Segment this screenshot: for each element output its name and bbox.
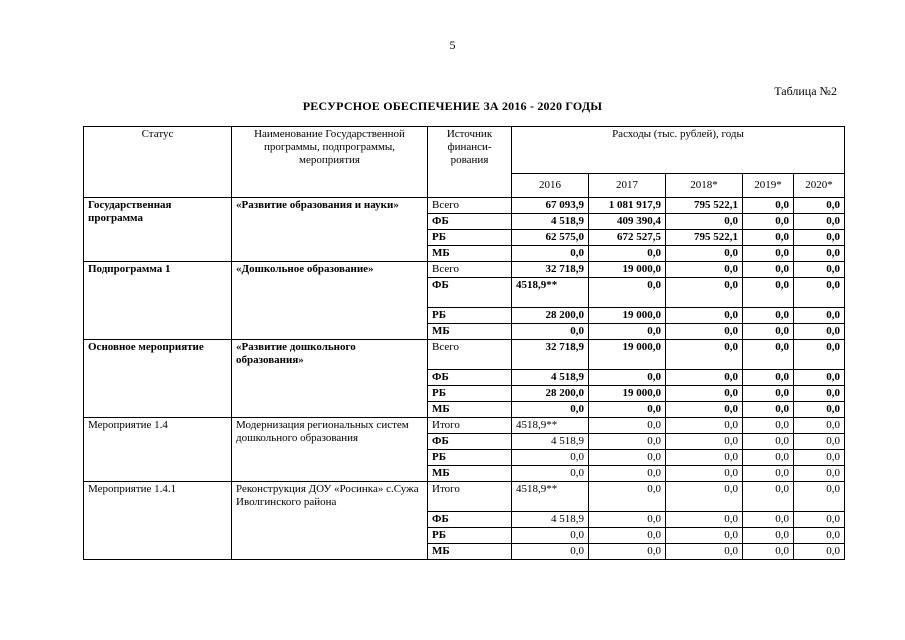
value-cell: 0,0 bbox=[512, 402, 589, 418]
value-cell: 0,0 bbox=[794, 214, 845, 230]
name-cell: «Развитие дошкольного образования» bbox=[232, 340, 428, 418]
source-cell: РБ bbox=[428, 386, 512, 402]
value-cell: 0,0 bbox=[666, 402, 743, 418]
status-cell: Подпрограмма 1 bbox=[84, 262, 232, 340]
source-cell: МБ bbox=[428, 246, 512, 262]
value-cell: 0,0 bbox=[589, 402, 666, 418]
value-cell: 0,0 bbox=[666, 214, 743, 230]
document-title: РЕСУРСНОЕ ОБЕСПЕЧЕНИЕ ЗА 2016 - 2020 ГОДЫ bbox=[302, 99, 603, 113]
value-cell: 0,0 bbox=[512, 466, 589, 482]
value-cell: 0,0 bbox=[743, 308, 794, 324]
source-cell: МБ bbox=[428, 544, 512, 560]
value-cell: 0,0 bbox=[666, 340, 743, 370]
value-cell: 19 000,0 bbox=[589, 340, 666, 370]
source-cell: Всего bbox=[428, 198, 512, 214]
source-cell: Итого bbox=[428, 418, 512, 434]
value-cell: 0,0 bbox=[589, 544, 666, 560]
value-cell: 0,0 bbox=[794, 198, 845, 214]
table-row bbox=[84, 482, 845, 512]
value-cell: 0,0 bbox=[794, 450, 845, 466]
value-cell: 19 000,0 bbox=[589, 308, 666, 324]
value-cell: 0,0 bbox=[666, 528, 743, 544]
value-cell: 0,0 bbox=[589, 466, 666, 482]
value-cell: 4518,9** bbox=[512, 418, 589, 434]
value-cell: 0,0 bbox=[666, 246, 743, 262]
status-cell: Мероприятие 1.4.1 bbox=[84, 482, 232, 560]
value-cell: 0,0 bbox=[794, 340, 845, 370]
source-cell: ФБ bbox=[428, 512, 512, 528]
status-cell: Государственная программа bbox=[84, 198, 232, 262]
value-cell: 0,0 bbox=[794, 370, 845, 386]
resource-table bbox=[83, 126, 845, 560]
header-year: 2019* bbox=[743, 174, 794, 198]
value-cell: 0,0 bbox=[512, 544, 589, 560]
header-expenses: Расходы (тыс. рублей), годы bbox=[512, 127, 845, 174]
value-cell: 0,0 bbox=[666, 482, 743, 512]
value-cell: 4 518,9 bbox=[512, 434, 589, 450]
value-cell: 0,0 bbox=[589, 512, 666, 528]
value-cell: 0,0 bbox=[589, 482, 666, 512]
value-cell: 0,0 bbox=[794, 402, 845, 418]
value-cell: 0,0 bbox=[794, 512, 845, 528]
status-cell: Мероприятие 1.4 bbox=[84, 418, 232, 482]
value-cell: 0,0 bbox=[794, 278, 845, 308]
name-cell: «Дошкольное образование» bbox=[232, 262, 428, 340]
value-cell: 0,0 bbox=[589, 450, 666, 466]
value-cell: 0,0 bbox=[512, 324, 589, 340]
header-status: Статус bbox=[84, 127, 232, 198]
header-year: 2016 bbox=[512, 174, 589, 198]
value-cell: 0,0 bbox=[512, 246, 589, 262]
value-cell: 0,0 bbox=[743, 340, 794, 370]
table-row bbox=[84, 198, 845, 214]
value-cell: 4518,9** bbox=[512, 482, 589, 512]
value-cell: 0,0 bbox=[666, 308, 743, 324]
value-cell: 32 718,9 bbox=[512, 262, 589, 278]
value-cell: 0,0 bbox=[743, 198, 794, 214]
value-cell: 0,0 bbox=[743, 324, 794, 340]
source-cell: ФБ bbox=[428, 434, 512, 450]
value-cell: 0,0 bbox=[794, 528, 845, 544]
value-cell: 0,0 bbox=[794, 482, 845, 512]
source-cell: МБ bbox=[428, 466, 512, 482]
value-cell: 0,0 bbox=[666, 324, 743, 340]
value-cell: 0,0 bbox=[743, 386, 794, 402]
value-cell: 0,0 bbox=[589, 418, 666, 434]
table-row bbox=[84, 418, 845, 434]
value-cell: 28 200,0 bbox=[512, 386, 589, 402]
value-cell: 0,0 bbox=[666, 370, 743, 386]
value-cell: 1 081 917,9 bbox=[589, 198, 666, 214]
value-cell: 0,0 bbox=[743, 450, 794, 466]
value-cell: 0,0 bbox=[666, 450, 743, 466]
value-cell: 0,0 bbox=[794, 544, 845, 560]
value-cell: 0,0 bbox=[589, 324, 666, 340]
value-cell: 0,0 bbox=[512, 450, 589, 466]
value-cell: 672 527,5 bbox=[589, 230, 666, 246]
header-year: 2018* bbox=[666, 174, 743, 198]
value-cell: 0,0 bbox=[743, 482, 794, 512]
value-cell: 19 000,0 bbox=[589, 386, 666, 402]
source-cell: РБ bbox=[428, 230, 512, 246]
value-cell: 0,0 bbox=[589, 434, 666, 450]
source-cell: РБ bbox=[428, 308, 512, 324]
value-cell: 795 522,1 bbox=[666, 198, 743, 214]
value-cell: 0,0 bbox=[794, 246, 845, 262]
value-cell: 0,0 bbox=[794, 386, 845, 402]
value-cell: 0,0 bbox=[666, 512, 743, 528]
value-cell: 0,0 bbox=[589, 246, 666, 262]
header-year: 2020* bbox=[794, 174, 845, 198]
value-cell: 4 518,9 bbox=[512, 214, 589, 230]
value-cell: 0,0 bbox=[743, 418, 794, 434]
value-cell: 0,0 bbox=[666, 466, 743, 482]
value-cell: 0,0 bbox=[794, 230, 845, 246]
header-name: Наименование Государственной программы, подпрограммы, мероприятия bbox=[232, 127, 428, 198]
value-cell: 0,0 bbox=[666, 544, 743, 560]
value-cell: 0,0 bbox=[666, 418, 743, 434]
value-cell: 0,0 bbox=[743, 278, 794, 308]
page-number: 5 bbox=[449, 38, 456, 52]
value-cell: 0,0 bbox=[666, 262, 743, 278]
status-cell: Основное мероприятие bbox=[84, 340, 232, 418]
value-cell: 62 575,0 bbox=[512, 230, 589, 246]
value-cell: 0,0 bbox=[589, 370, 666, 386]
value-cell: 409 390,4 bbox=[589, 214, 666, 230]
table-row bbox=[84, 340, 845, 370]
value-cell: 0,0 bbox=[743, 434, 794, 450]
source-cell: Всего bbox=[428, 340, 512, 370]
value-cell: 32 718,9 bbox=[512, 340, 589, 370]
value-cell: 0,0 bbox=[743, 230, 794, 246]
value-cell: 4 518,9 bbox=[512, 512, 589, 528]
value-cell: 0,0 bbox=[743, 512, 794, 528]
source-cell: ФБ bbox=[428, 278, 512, 308]
value-cell: 0,0 bbox=[794, 324, 845, 340]
value-cell: 19 000,0 bbox=[589, 262, 666, 278]
value-cell: 0,0 bbox=[743, 402, 794, 418]
table-label: Таблица №2 bbox=[774, 84, 837, 98]
value-cell: 0,0 bbox=[512, 528, 589, 544]
value-cell: 0,0 bbox=[794, 262, 845, 278]
name-cell: Модернизация региональных систем дошкольного образования bbox=[232, 418, 428, 482]
value-cell: 0,0 bbox=[794, 308, 845, 324]
source-cell: РБ bbox=[428, 528, 512, 544]
source-cell: Всего bbox=[428, 262, 512, 278]
source-cell: МБ bbox=[428, 324, 512, 340]
table-row bbox=[84, 262, 845, 278]
value-cell: 4 518,9 bbox=[512, 370, 589, 386]
value-cell: 0,0 bbox=[743, 214, 794, 230]
value-cell: 0,0 bbox=[743, 544, 794, 560]
source-cell: МБ bbox=[428, 402, 512, 418]
value-cell: 0,0 bbox=[743, 466, 794, 482]
header-source: Источник финанси-рования bbox=[428, 127, 512, 198]
value-cell: 0,0 bbox=[589, 528, 666, 544]
value-cell: 0,0 bbox=[589, 278, 666, 308]
value-cell: 0,0 bbox=[743, 370, 794, 386]
value-cell: 28 200,0 bbox=[512, 308, 589, 324]
source-cell: ФБ bbox=[428, 370, 512, 386]
value-cell: 67 093,9 bbox=[512, 198, 589, 214]
source-cell: ФБ bbox=[428, 214, 512, 230]
value-cell: 0,0 bbox=[666, 434, 743, 450]
value-cell: 0,0 bbox=[794, 418, 845, 434]
source-cell: Итого bbox=[428, 482, 512, 512]
header-year: 2017 bbox=[589, 174, 666, 198]
source-cell: РБ bbox=[428, 450, 512, 466]
value-cell: 0,0 bbox=[666, 278, 743, 308]
value-cell: 4518,9** bbox=[512, 278, 589, 308]
value-cell: 0,0 bbox=[794, 434, 845, 450]
value-cell: 0,0 bbox=[666, 386, 743, 402]
value-cell: 795 522,1 bbox=[666, 230, 743, 246]
name-cell: «Развитие образования и науки» bbox=[232, 198, 428, 262]
value-cell: 0,0 bbox=[743, 262, 794, 278]
name-cell: Реконструкция ДОУ «Росинка» с.Сужа Иволгинского района bbox=[232, 482, 428, 560]
value-cell: 0,0 bbox=[794, 466, 845, 482]
value-cell: 0,0 bbox=[743, 528, 794, 544]
value-cell: 0,0 bbox=[743, 246, 794, 262]
